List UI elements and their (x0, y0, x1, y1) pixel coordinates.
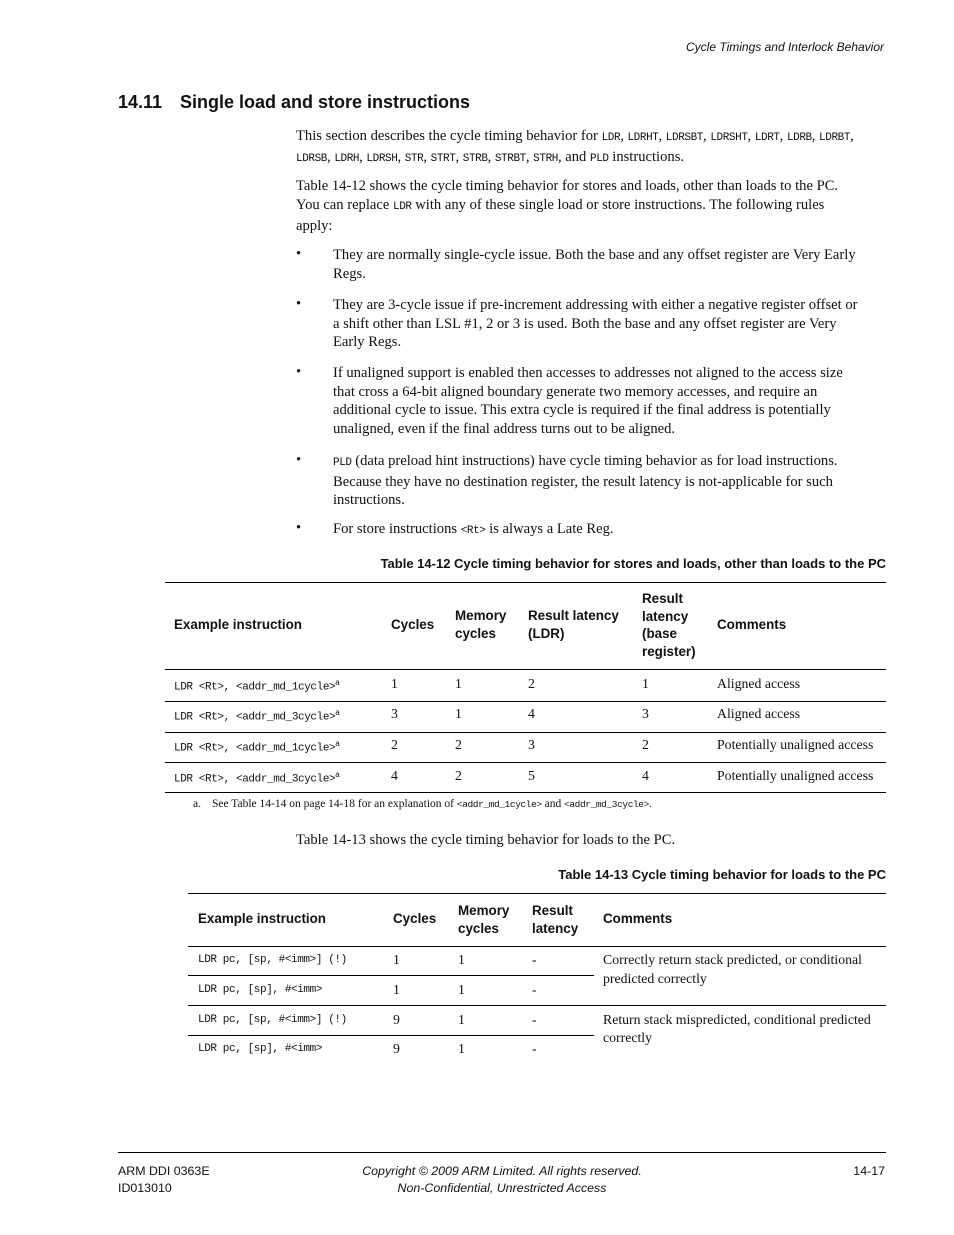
intro-instruction: STR (404, 153, 424, 165)
table1-header-result-l1: Result latency (528, 608, 619, 623)
table1-header-base-latency (642, 590, 696, 660)
para2-line2-code: LDR (393, 201, 412, 213)
table1-footnote-ref: a (335, 708, 340, 717)
table2-row-rule (188, 1035, 594, 1036)
bullet-3-line2: that cross a 64-bit aligned boundary generate two memory accesses, and require an (333, 383, 818, 400)
footer-access: Non-Confidential, Unrestricted Access (397, 1181, 607, 1195)
footer-copyright: Copyright © 2009 ARM Limited. All rights reserved. (362, 1164, 642, 1178)
table1-row-base-latency: 4 (642, 768, 649, 783)
para2-line2-post: with any of these single load or store instructions. The following rules (411, 197, 825, 213)
bullet-5-post: is always a Late Reg. (485, 521, 614, 537)
intro-instruction: LDR (601, 132, 621, 144)
table2-top-rule (188, 893, 886, 894)
table1-footnote-code2: <addr_md_3cycle> (564, 799, 649, 810)
paragraph-table-reference (296, 177, 888, 236)
bullet-5-pre: For store instructions (333, 521, 461, 537)
table1-footnote (212, 798, 652, 810)
bullet-4-line1-text: (data preload hint instructions) have cycle timing behavior as for load instructions. (351, 453, 838, 469)
table2-row-memory-cycles: 1 (458, 1041, 465, 1056)
intro-instruction: STRH (533, 153, 558, 165)
bullet-4-line2: Because they have no destination register, the result latency is not-applicable for such (333, 473, 833, 490)
bullet-2-line2: a shift other than LSL #1, 2 or 3 is used. Both the base and any offset register are Very (333, 315, 837, 332)
table1-footnote-ref: a (335, 770, 340, 779)
bullet-glyph-3: • (296, 364, 302, 380)
table1-row-instruction (174, 739, 340, 755)
table1-row-base-latency: 2 (642, 737, 649, 752)
footer-page-number: 14-17 (853, 1164, 885, 1178)
table1-row-instruction-text: LDR <Rt>, <addr_md_1cycle> (174, 681, 336, 694)
bullet-3 (333, 364, 889, 439)
table2-row-instruction: LDR pc, [sp], #<imm> (198, 1043, 323, 1055)
table1-header-base-l1: Result (642, 591, 683, 606)
table1-header-rule (165, 669, 886, 670)
intro-instruction: STRT (430, 153, 456, 165)
table1-row-comment: Aligned access (717, 706, 801, 721)
intro-instruction: LDRSBT (665, 132, 704, 144)
bullet-2-line1: They are 3-cycle issue if pre-increment addressing with either a negative register offset or (333, 297, 858, 313)
table1-row-memory-cycles: 2 (455, 737, 462, 752)
footer-doc-rev: ID013010 (118, 1181, 172, 1195)
bullet-4 (333, 452, 889, 510)
table1-header-base-l4: register) (642, 643, 696, 659)
table1-caption: Table 14-12 Cycle timing behavior for stores and loads, other than loads to the PC (380, 556, 886, 571)
table1-header-memory-l1: Memory (455, 608, 507, 623)
bullet-glyph-5: • (296, 520, 302, 536)
table1-header-base-l2: latency (642, 608, 689, 624)
table2-header-cycles: Cycles (393, 911, 437, 926)
table2-row-rule (188, 975, 594, 976)
table1-header-memory-l2: cycles (455, 625, 496, 641)
table1-row-instruction (174, 678, 340, 694)
para2-line1: Table 14-12 shows the cycle timing behavior for stores and loads, other than loads to the PC. (296, 178, 839, 194)
table2-header-instruction: Example instruction (198, 911, 326, 926)
table2-group-comment-l2: predicted correctly (603, 970, 707, 986)
table1-row-instruction-text: LDR <Rt>, <addr_md_3cycle> (174, 711, 336, 724)
bullet-5-code: <Rt> (460, 525, 486, 537)
intro-separator: , (703, 128, 711, 144)
table1-row-result-latency: 5 (528, 768, 535, 783)
intro-paragraph (296, 127, 888, 169)
table1-footnote-ref: a (335, 678, 340, 687)
intro-suffix: instructions. (608, 149, 685, 165)
intro-last-instruction: PLD (590, 153, 609, 165)
table2-row-result-latency: - (532, 952, 537, 967)
table1-row-memory-cycles: 1 (455, 706, 462, 721)
table2-group-comment-l2: correctly (603, 1030, 653, 1045)
table2-header-result-latency (532, 902, 578, 937)
table2-group-rule (188, 1005, 886, 1006)
table1-row-comment: Aligned access (717, 676, 801, 691)
table2-row-cycles: 9 (393, 1041, 400, 1056)
intro-separator: , (455, 149, 463, 165)
bullet-1-line2: Regs. (333, 265, 366, 282)
intro-instruction: LDRSH (366, 153, 398, 165)
table2-row-cycles: 1 (393, 952, 400, 967)
table2-header-memory-l2: cycles (458, 920, 499, 936)
table1-row-cycles: 4 (391, 768, 398, 783)
section-number: 14.11 (118, 92, 163, 112)
intro-instruction: LDRSB (296, 153, 328, 165)
table1-row-instruction-text: LDR <Rt>, <addr_md_3cycle> (174, 773, 336, 786)
bullet-4-line3: instructions. (333, 492, 405, 509)
section-title: Single load and store instructions (180, 92, 471, 112)
running-head: Cycle Timings and Interlock Behavior (686, 40, 884, 54)
table1-header-instruction: Example instruction (174, 617, 302, 632)
table1-row-instruction (174, 708, 340, 724)
table1-row-result-latency: 3 (528, 737, 535, 752)
table1-row-memory-cycles: 1 (455, 676, 462, 691)
intro-instruction: LDRH (334, 153, 360, 165)
bullet-2 (333, 296, 889, 352)
table2-header-result-l2: latency (532, 920, 579, 936)
paragraph-table2-reference: Table 14-13 shows the cycle timing behavior for loads to the PC. (296, 832, 676, 848)
bullet-glyph-4: • (296, 452, 302, 468)
table1-row-comment: Potentially unaligned access (717, 737, 874, 752)
intro-separator: , (327, 149, 335, 165)
table2-row-result-latency: - (532, 1041, 537, 1056)
table1-row-cycles: 2 (391, 737, 398, 752)
footer-rule (118, 1152, 886, 1153)
table1-footnote-post: . (648, 798, 652, 810)
intro-separator: , (850, 128, 854, 144)
table1-footnote-mark: a. (193, 798, 201, 810)
table1-row-comment: Potentially unaligned access (717, 768, 874, 783)
intro-instruction: LDRBT (819, 132, 851, 144)
table2-header-comments: Comments (603, 911, 673, 926)
table1-row-instruction (174, 770, 340, 786)
bullet-3-line1: If unaligned support is enabled then accesses to addresses not aligned to the access size (333, 365, 843, 381)
table1-row-cycles: 3 (391, 706, 398, 721)
para2-line3: apply: (296, 218, 333, 234)
intro-separator: , (747, 128, 755, 144)
intro-instruction: LDRB (786, 132, 812, 144)
intro-and: , and (557, 149, 591, 165)
table2-group-comment-l1: Return stack mispredicted, conditional predicted (603, 1012, 871, 1027)
bullet-5 (333, 520, 889, 541)
table2-group-comment-l1: Correctly return stack predicted, or conditional (603, 952, 862, 967)
table1-row-rule (165, 732, 886, 733)
table2-caption: Table 14-13 Cycle timing behavior for loads to the PC (558, 867, 886, 882)
table1-header-result-l2: (LDR) (528, 625, 565, 641)
table2-row-result-latency: - (532, 982, 537, 997)
section-heading (118, 92, 470, 113)
intro-instruction: STRB (462, 153, 488, 165)
table1-header-base-l3: (base (642, 626, 677, 641)
table2-row-cycles: 1 (393, 982, 400, 997)
table1-footnote-mid: and (541, 798, 565, 810)
table1-bottom-rule (165, 792, 886, 793)
table2-row-result-latency: - (532, 1012, 537, 1027)
table1-header-cycles: Cycles (391, 617, 435, 632)
intro-separator: , (487, 149, 495, 165)
table1-top-rule (165, 582, 886, 583)
bullet-1 (333, 246, 889, 283)
intro-separator: , (397, 149, 405, 165)
table2-row-memory-cycles: 1 (458, 982, 465, 997)
table1-row-rule (165, 762, 886, 763)
intro-instruction: LDRHT (627, 132, 659, 144)
para2-line2 (296, 196, 888, 217)
table1-header-result-latency (528, 607, 619, 642)
intro-separator: , (620, 128, 628, 144)
table2-row-instruction: LDR pc, [sp, #<imm>] (!) (198, 1014, 347, 1026)
intro-separator: , (811, 128, 820, 144)
table2-header-memory-cycles (458, 902, 509, 937)
table1-row-instruction-text: LDR <Rt>, <addr_md_1cycle> (174, 742, 336, 755)
table1-row-cycles: 1 (391, 676, 398, 691)
intro-separator: , (779, 128, 787, 144)
table1-row-base-latency: 1 (642, 676, 649, 691)
bullet-4-code: PLD (333, 457, 352, 469)
table1-row-base-latency: 3 (642, 706, 649, 721)
bullet-glyph-2: • (296, 296, 302, 312)
bullet-1-line1: They are normally single-cycle issue. Both the base and any offset register are Very Early (333, 247, 856, 263)
table1-row-result-latency: 4 (528, 706, 535, 721)
bullet-3-line3: additional cycle to issue. This extra cycle is required if the final address is potentially (333, 402, 831, 419)
footer-doc-id: ARM DDI 0363E (118, 1164, 210, 1178)
table1-header-comments: Comments (717, 617, 787, 632)
intro-separator: , (658, 128, 666, 144)
table2-row-cycles: 9 (393, 1012, 400, 1027)
bullet-glyph-1: • (296, 246, 302, 262)
intro-separator: , (423, 149, 431, 165)
bullet-3-line4: unaligned, even if the final address turns out to be aligned. (333, 421, 676, 438)
table2-row-memory-cycles: 1 (458, 952, 465, 967)
table2-group-comment (603, 1011, 871, 1047)
intro-separator: , (525, 149, 534, 165)
bullet-4-line1 (333, 452, 889, 473)
table1-row-rule (165, 701, 886, 702)
table2-row-instruction: LDR pc, [sp, #<imm>] (!) (198, 954, 347, 966)
intro-instruction: LDRT (754, 132, 780, 144)
table1-footnote-ref: a (335, 739, 340, 748)
para2-line2-pre: You can replace (296, 197, 393, 213)
table1-row-memory-cycles: 2 (455, 768, 462, 783)
intro-instruction: LDRSHT (710, 132, 748, 144)
table1-row-result-latency: 2 (528, 676, 535, 691)
table1-header-memory-cycles (455, 607, 506, 642)
table2-row-memory-cycles: 1 (458, 1012, 465, 1027)
table1-footnote-code1: <addr_md_1cycle> (456, 799, 542, 810)
footer-legal (0, 1163, 954, 1197)
intro-instruction: STRBT (494, 153, 526, 165)
table2-header-rule (188, 946, 886, 947)
intro-separator: , (359, 149, 367, 165)
table2-group-comment (603, 951, 862, 988)
intro-prefix: This section describes the cycle timing behavior for (296, 128, 602, 144)
table2-header-memory-l1: Memory (458, 903, 510, 918)
table2-header-result-l1: Result (532, 903, 573, 918)
table1-footnote-pre: See Table 14-14 on page 14-18 for an explanation of (212, 798, 457, 810)
bullet-2-line3: Early Regs. (333, 334, 402, 351)
table2-row-instruction: LDR pc, [sp], #<imm> (198, 984, 323, 996)
